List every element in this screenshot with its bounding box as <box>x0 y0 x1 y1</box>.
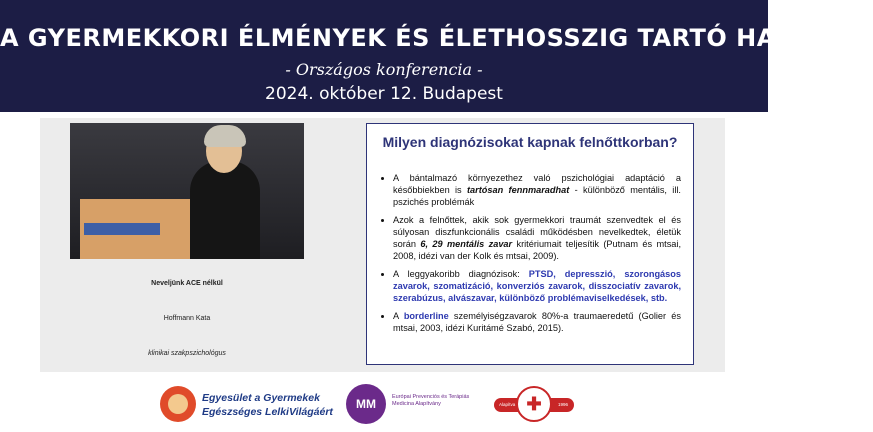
slide-bullet: • A leggyakoribb diagnózisok: PTSD, depresszió, szorongásos zavarok, szomatizáció, konverziós zavarok, disszociatív zavarok, szerabúzus, alvászavar, különböző problémaviselkedések, stb. <box>393 268 681 304</box>
slide-heading: Milyen diagnózisokat kapnak felnőttkorban? <box>382 134 678 150</box>
foundation-logo <box>346 384 476 428</box>
association-name-line2: Egészséges LelkiVilágáért <box>202 406 333 418</box>
conference-banner <box>0 0 873 112</box>
conference-title: A GYERMEKKORI ÉLMÉNYEK ÉS ÉLETHOSSZIG TARTÓ HATÁSAIK <box>0 24 873 52</box>
seal-logo <box>494 386 574 426</box>
cross-seal-icon: ✚ <box>516 386 552 422</box>
speaker-hair <box>204 125 246 147</box>
presentation-slide <box>366 123 694 365</box>
speaker-name: Hoffmann Kata <box>163 315 211 322</box>
association-logo <box>160 384 333 428</box>
podium <box>80 199 192 259</box>
foundation-mark-icon: MM <box>346 384 386 424</box>
speaker-body <box>190 161 260 259</box>
speaker-video[interactable] <box>70 123 304 259</box>
speaker-organization: Neveljünk ACE nélkül <box>151 280 223 287</box>
association-name-line1: Egyesület a Gyermekek <box>202 392 320 404</box>
seal-founded-year: 1996 <box>557 402 568 407</box>
slide-bullet: • Azok a felnőttek, akik sok gyermekkori traumát szenvedtek el és súlyosan diszfunkcionális családi működésben nevelkedtek, életük során 6, 29 mentális zavar kritériumait teljesítik (Putnam és mtsai, 2008, idézi van der Kolk és mtsai, 2009). <box>393 214 681 262</box>
slide-bullet-list <box>379 172 681 340</box>
foundation-name: Európai Prevenciós és Terápiás Medicina Alapítvány <box>392 394 470 407</box>
seal-founded-label: Alapítva <box>499 402 516 407</box>
slide-bullet: • A bántalmazó környezethez való pszichológiai adaptáció a későbbiekben is tartósan fennmaradhat - különböző mentális, ill. pszichés problémák <box>393 172 681 208</box>
podium-plate <box>84 223 160 235</box>
presentation-stage <box>40 118 725 372</box>
conference-subtitle: - Országos konferencia - <box>285 60 483 79</box>
child-face-icon <box>160 386 196 422</box>
sponsor-logos <box>0 376 768 432</box>
speaker-role: klinikai szakpszichológus <box>148 350 226 357</box>
slide-bullet: • A borderline személyiségzavarok 80%-a traumaeredetű (Golier és mtsai, 2003, idézi Kuritámé Szabó, 2015). <box>393 310 681 334</box>
conference-date: 2024. október 12. Budapest <box>265 84 503 104</box>
